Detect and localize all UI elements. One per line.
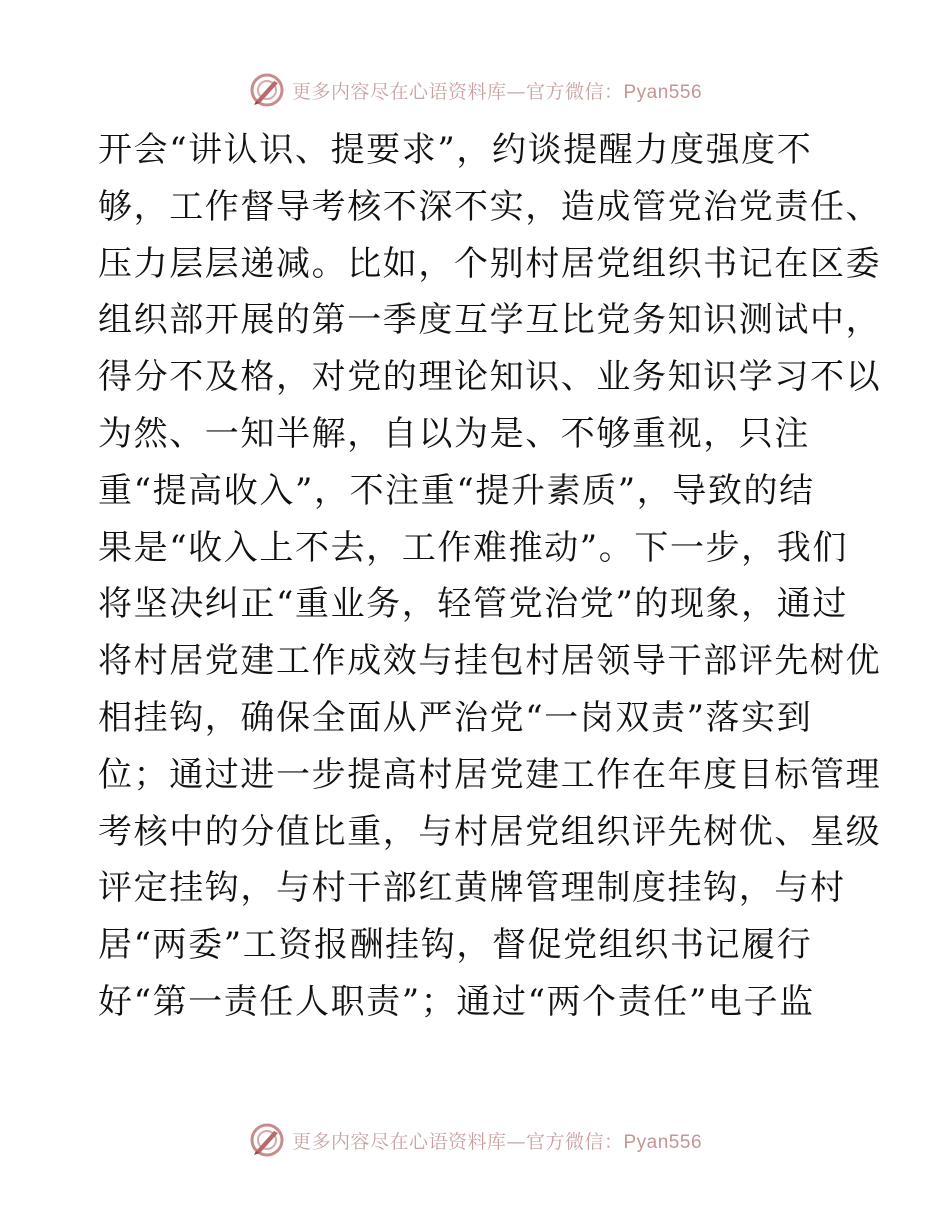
header-watermark (0, 68, 950, 112)
body-line: 果是“收入上不去，工作难推动”。下一步，我们 (98, 527, 848, 568)
body-line: 相挂钩，确保全面从严治党“一岗双责”落实到 (98, 697, 813, 738)
footer-watermark (0, 1118, 950, 1162)
body-line: 得分不及格，对党的理论知识、业务知识学习不以 (98, 357, 882, 398)
body-line: 开会“讲认识、提要求”，约谈提醒力度强度不 (98, 130, 813, 170)
pen-circle-logo-icon (248, 1121, 286, 1159)
body-line: 位；通过进一步提高村居党建工作在年度目标管理 (98, 754, 882, 795)
watermark-wechat-id: Pyan556 (623, 1131, 703, 1153)
body-line: 好“第一责任人职责”；通过“两个责任”电子监 (98, 981, 815, 1022)
watermark-text: 更多内容尽在心语资料库—官方微信：Pyan556 (291, 80, 703, 103)
body-line: 重“提高收入”，不注重“提升素质”，导致的结 (98, 470, 815, 511)
watermark-wechat-id: Pyan556 (623, 81, 703, 103)
watermark-text: 更多内容尽在心语资料库—官方微信：Pyan556 (291, 1130, 703, 1153)
body-line: 将村居党建工作成效与挂包村居领导干部评先树优 (98, 641, 882, 682)
body-line: 压力层层递减。比如，个别村居党组织书记在区委 (98, 243, 882, 284)
body-line: 够，工作督导考核不深不实，造成管党治党责任、 (98, 186, 882, 227)
body-line: 居“两委”工资报酬挂钩，督促党组织书记履行 (98, 925, 813, 966)
body-line: 评定挂钩，与村干部红黄牌管理制度挂钩，与村 (98, 868, 846, 909)
body-line: 组织部开展的第一季度互学互比党务知识测试中， (98, 300, 882, 341)
body-line: 将坚决纠正“重业务，轻管党治党”的现象，通过 (98, 584, 848, 625)
body-line: 为然、一知半解，自以为是、不够重视，只注 (98, 413, 810, 454)
pen-circle-logo-icon (248, 71, 286, 109)
document-body (98, 122, 882, 1031)
body-line: 考核中的分值比重，与村居党组织评先树优、星级 (98, 811, 882, 852)
